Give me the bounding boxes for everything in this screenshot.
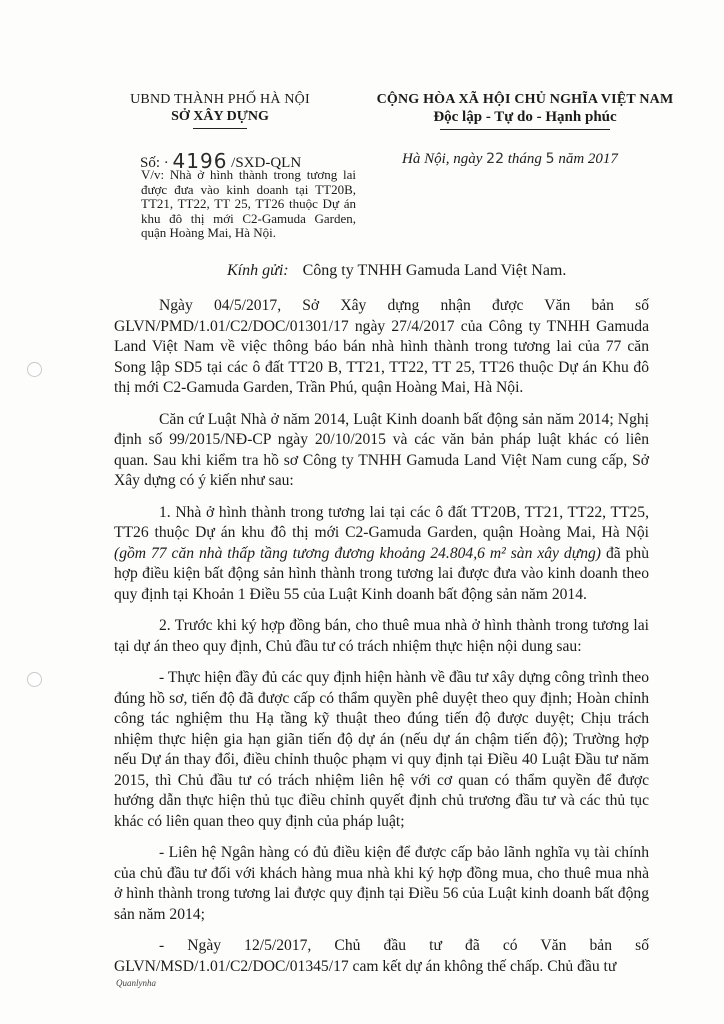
date-day: 22 — [486, 151, 504, 167]
recipient-line — [227, 262, 566, 280]
date-year: năm 2017 — [558, 151, 618, 167]
paragraph-bullet-construction: - Thực hiện đầy đủ các quy định hiện hành về đầu tư xây dựng công trình theo đúng hồ sơ, tiến độ đã được cấp có thẩm quyền phê duyệt theo quy định; Hoàn chỉnh công tác nghiệm thu Hạ tầng kỹ thuật theo đúng tiến độ được duyệt; Chịu trách nhiệm thực hiện gia hạn giãn tiến độ dự án (nếu dự án chậm tiến độ); Trường hợp nếu Dự án thay đổi, điều chỉnh thuộc phạm vi quy định tại Điều 40 Luật Đầu tư năm 2015, thì Chủ đầu tư có trách nhiệm liên hệ với cơ quan có thẩm quyền để được hướng dẫn thực hiện thủ tục điều chỉnh quyết định chủ trương đầu tư và các thủ tục khác có liên quan theo quy định của pháp luật; — [114, 669, 649, 830]
agency-underline — [193, 128, 247, 129]
recipient-label: Kính gửi: — [227, 262, 289, 279]
issuing-agency-header — [120, 92, 320, 129]
item-1-text-end: đã phù hợp điều kiện bất động sản hình thành trong tương lai được đưa vào kinh doanh theo quy định tại Khoản 1 Điều 55 của Luật Kinh doanh bất động sản năm 2014. — [114, 544, 649, 603]
paragraph-bullet-commitment: - Ngày 12/5/2017, Chủ đầu tư đã có Văn bản số GLVN/MSD/1.01/C2/DOC/01345/17 cam kết dự án không thế chấp. Chủ đầu tư — [114, 937, 649, 975]
doc-number-handwritten: 4196 — [172, 149, 228, 173]
place-and-date — [402, 151, 618, 168]
item-1-italic-note: (gồm 77 căn nhà thấp tầng tương đương khoảng 24.804,6 m² sàn xây dựng) — [114, 544, 601, 562]
date-prefix: Hà Nội, ngày — [402, 151, 483, 167]
letter-body — [114, 296, 649, 987]
punch-hole-bottom — [27, 672, 42, 687]
subject-line: V/v: Nhà ở hình thành trong tương lai được đưa vào kinh doanh tại TT20B, TT21, TT22, TT 25, TT26 thuộc Dự án khu đô thị mới C2-Gamuda Garden, quận Hoàng Mai, Hà Nội. — [141, 167, 356, 241]
national-header — [370, 92, 680, 130]
paragraph-receipt: Ngày 04/5/2017, Sở Xây dựng nhận được Văn bản số GLVN/PMD/1.01/C2/DOC/01301/17 ngày 27/4/2017 của Công ty TNHH Gamuda Land Việt Nam về việc thông báo bán nhà hình thành trong tương lai của 77 căn Song lập SD5 tại các ô đất TT20 B, TT21, TT22, TT 25, TT26 thuộc Dự án Khu đô thị mới C2-Gamuda Garden, Trần Phú, quận Hoàng Mai, Hà Nội. — [114, 297, 649, 396]
paragraph-item-2: 2. Trước khi ký hợp đồng bán, cho thuê mua nhà ở hình thành trong tương lai tại dự án theo quy định, Chủ đầu tư có trách nhiệm thực hiện nội dung sau: — [114, 617, 649, 655]
punch-hole-top — [27, 362, 42, 377]
agency-parent: UBND THÀNH PHỐ HÀ NỘI — [130, 92, 310, 107]
motto-underline — [440, 129, 610, 130]
doc-number-prefix: Số: — [140, 155, 161, 171]
doc-number-dot: · — [163, 155, 169, 171]
date-month-label: tháng — [507, 151, 542, 167]
agency-name: SỞ XÂY DỰNG — [171, 109, 269, 124]
date-month: 5 — [545, 151, 555, 167]
recipient-name: Công ty TNHH Gamuda Land Việt Nam. — [302, 262, 567, 279]
national-motto: Độc lập - Tự do - Hạnh phúc — [433, 109, 617, 125]
paragraph-legal-basis: Căn cứ Luật Nhà ở năm 2014, Luật Kinh doanh bất động sản năm 2014; Nghị định số 99/2015/NĐ-CP ngày 20/10/2015 và các văn bản pháp luật khác có liên quan. Sau khi kiểm tra hồ sơ Công ty TNHH Gamuda Land Việt Nam cung cấp, Sở Xây dựng có ý kiến như sau: — [114, 410, 649, 489]
national-title: CỘNG HÒA XÃ HỘI CHỦ NGHĨA VIỆT NAM — [376, 92, 674, 107]
paragraph-item-1 — [114, 503, 649, 606]
doc-number-suffix: /SXD-QLN — [231, 155, 302, 171]
paragraph-bullet-bank-guarantee: - Liên hệ Ngân hàng có đủ điều kiện để được cấp bảo lãnh nghĩa vụ tài chính của chủ đầu tư đối với khách hàng mua nhà khi ký hợp đồng mua, cho thuê mua nhà ở hình thành trong tương lai được quy định tại Điều 56 của Luật kinh doanh bất động sản năm 2014; — [114, 844, 649, 923]
item-1-text: 1. Nhà ở hình thành trong tương lai tại các ô đất TT20B, TT21, TT22, TT25, TT26 thuộc Dự án khu đô thị mới C2-Gamuda Garden, quận Hoàng Mai, Hà Nội — [114, 503, 649, 541]
footer-source-label: Quanlynha — [116, 978, 156, 988]
